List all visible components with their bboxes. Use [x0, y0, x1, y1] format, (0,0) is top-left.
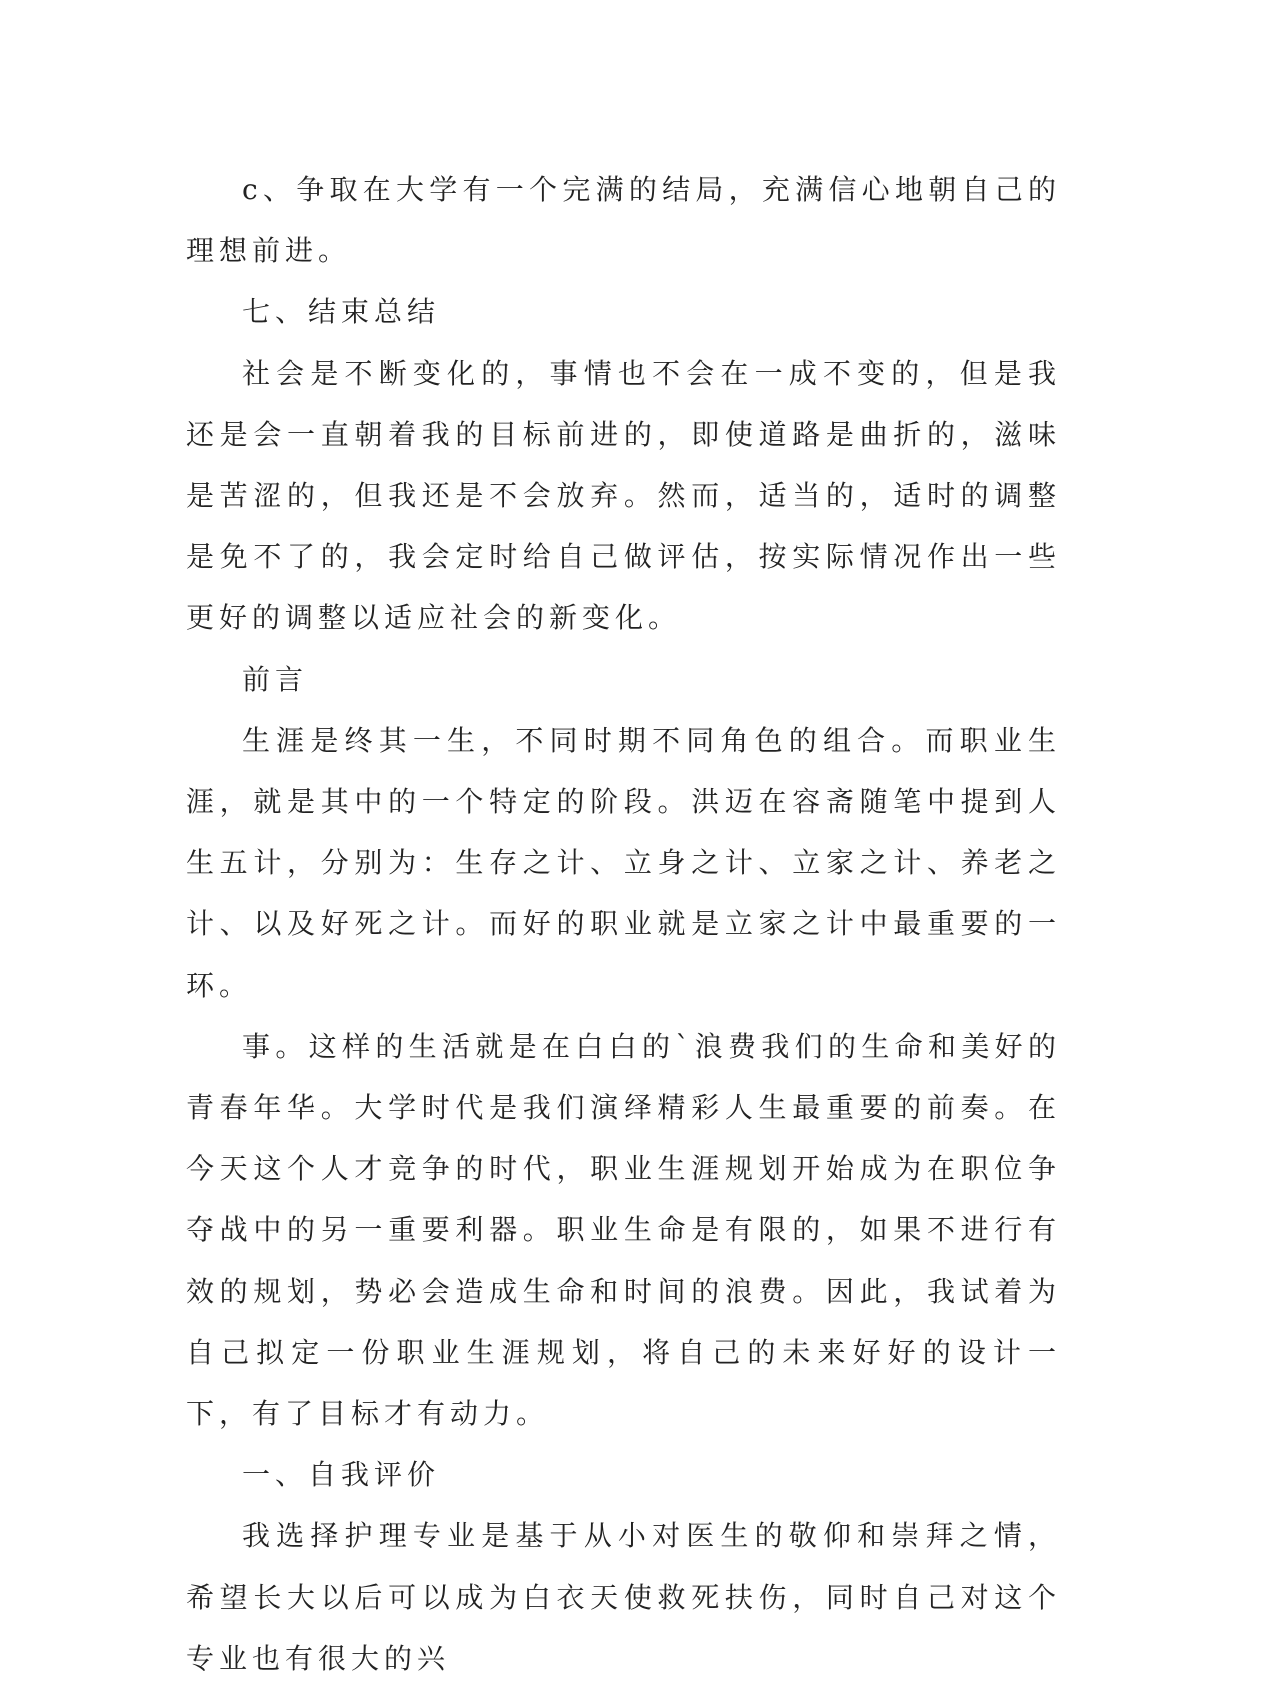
paragraph-goal-c: c、争取在大学有一个完满的结局，充满信心地朝自己的理想前进。	[186, 173, 1061, 268]
paragraph-preface-1: 生涯是终其一生，不同时期不同角色的组合。而职业生涯，就是其中的一个特定的阶段。洪迈在容斋随笔中提到人生五计，分别为：生存之计、立身之计、立家之计、养老之计、以及好死之计。而好的职业就是立家之计中最重要的一环。	[186, 723, 1061, 1002]
heading-preface: 前言	[242, 662, 309, 696]
heading-self-evaluation: 一、自我评价	[242, 1458, 441, 1492]
paragraph-self-evaluation: 我选择护理专业是基于从小对医生的敬仰和崇拜之情，希望长大以后可以成为白衣天使救死扶伤，同时自己对这个专业也有很大的兴	[186, 1519, 1061, 1675]
heading-conclusion: 七、结束总结	[242, 295, 441, 329]
document-body	[186, 159, 1061, 1689]
paragraph-conclusion: 社会是不断变化的，事情也不会在一成不变的，但是我还是会一直朝着我的目标前进的，即使道路是曲折的，滋味是苦涩的，但我还是不会放弃。然而，适当的，适时的调整是免不了的，我会定时给自己做评估，按实际情况作出一些更好的调整以适应社会的新变化。	[186, 356, 1061, 635]
paragraph-preface-2: 事。这样的生活就是在白白的`浪费我们的生命和美好的青春年华。大学时代是我们演绎精彩人生最重要的前奏。在今天这个人才竞争的时代，职业生涯规划开始成为在职位争夺战中的另一重要利器。职业生命是有限的，如果不进行有效的规划，势必会造成生命和时间的浪费。因此，我试着为自己拟定一份职业生涯规划，将自己的未来好好的设计一下，有了目标才有动力。	[186, 1029, 1061, 1431]
